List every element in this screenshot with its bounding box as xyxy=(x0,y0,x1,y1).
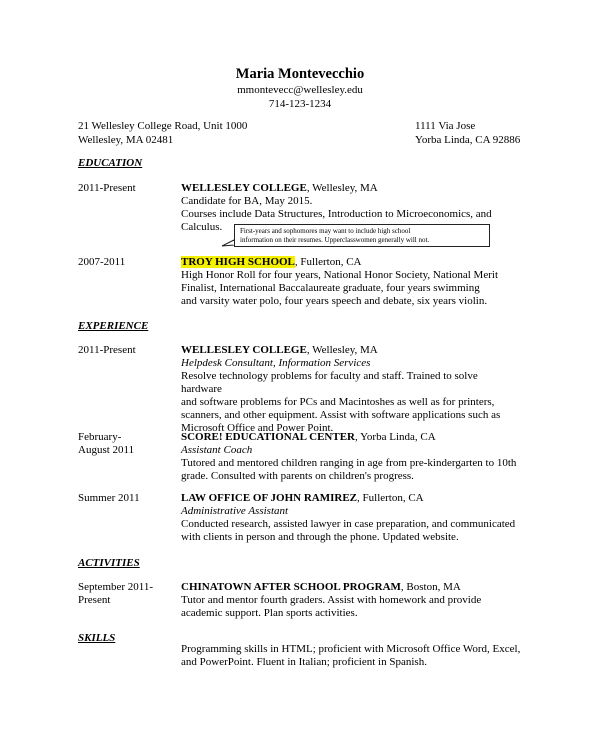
institution-location: , Fullerton, CA xyxy=(294,256,362,268)
entry-line: Candidate for BA, May 2015. xyxy=(181,195,313,207)
campus-address xyxy=(78,119,247,147)
employer-location: , Wellesley, MA xyxy=(306,344,378,356)
entry-line: Tutored and mentored children ranging in age from pre-kindergarten to 10th xyxy=(181,457,517,469)
entry-line: Tutor and mentor fourth graders. Assist with homework and provide xyxy=(181,594,482,606)
education-date: 2007-2011 xyxy=(78,256,126,268)
entry-line: Calculus. xyxy=(181,221,223,233)
skills-entry xyxy=(181,643,521,669)
entry-line: and varsity water polo, four years speech and debate, six years violin. xyxy=(181,295,488,307)
institution-name-highlighted: TROY HIGH SCHOOL xyxy=(181,256,295,268)
entry-line: academic support. Plan sports activities. xyxy=(181,607,358,619)
campus-address-line1: 21 Wellesley College Road, Unit 1000 xyxy=(78,120,248,132)
employer-name: LAW OFFICE OF JOHN RAMIREZ xyxy=(181,492,358,504)
section-heading-skills: SKILLS xyxy=(78,632,116,644)
date-line: September 2011- xyxy=(78,581,154,593)
callout-line: First-years and sophomores may want to include high school xyxy=(240,227,411,235)
date-line: February- xyxy=(78,431,122,443)
education-date: 2011-Present xyxy=(78,182,136,194)
employer-location: , Yorba Linda, CA xyxy=(355,431,436,443)
job-title: Assistant Coach xyxy=(181,444,253,456)
section-heading-education: EDUCATION xyxy=(78,157,143,169)
applicant-name: Maria Montevecchio xyxy=(235,66,365,82)
education-entry xyxy=(181,256,521,308)
entry-heading xyxy=(181,256,521,269)
home-address xyxy=(415,119,520,147)
callout-note xyxy=(234,224,490,247)
entry-line: Microsoft Office and Power Point. xyxy=(181,422,334,434)
callout-line: information on their resumes. Upperclasswomen generally will not. xyxy=(240,236,430,244)
entry-line: with clients in person and through the phone. Updated website. xyxy=(181,531,459,543)
entry-line: scanners, and other equipment. Assist with software applications such as xyxy=(181,409,501,421)
section-heading-activities: ACTIVITIES xyxy=(78,557,140,569)
experience-entry xyxy=(181,431,521,483)
institution-location: , Wellesley, MA xyxy=(306,182,378,194)
resume-header xyxy=(0,66,600,111)
entry-line: Resolve technology problems for faculty and staff. Trained to solve hardware xyxy=(181,370,478,395)
date-line: August 2011 xyxy=(78,444,135,456)
employer-location: , Fullerton, CA xyxy=(357,492,424,504)
entry-heading xyxy=(181,182,521,195)
entry-line: High Honor Roll for four years, National Honor Society, National Merit xyxy=(181,269,498,281)
activity-date xyxy=(78,581,173,607)
entry-line: and software problems for PCs and Macintoshes as well as for printers, xyxy=(181,396,495,408)
entry-heading xyxy=(181,431,521,444)
campus-address-line2: Wellesley, MA 02481 xyxy=(78,134,174,146)
experience-date xyxy=(78,492,173,505)
organization-name: CHINATOWN AFTER SCHOOL PROGRAM xyxy=(181,581,401,593)
entry-line: grade. Consulted with parents on children's progress. xyxy=(181,470,414,482)
entry-heading xyxy=(181,344,521,357)
entry-line: Conducted research, assisted lawyer in case preparation, and communicated xyxy=(181,518,516,530)
entry-heading xyxy=(181,492,521,505)
entry-line: and PowerPoint. Fluent in Italian; proficient in Spanish. xyxy=(181,656,427,668)
date-line: Present xyxy=(78,594,111,606)
activity-entry xyxy=(181,581,521,620)
employer-name: WELLESLEY COLLEGE xyxy=(181,344,307,356)
applicant-phone: 714-123-1234 xyxy=(268,98,332,110)
employer-name: SCORE! EDUCATIONAL CENTER xyxy=(181,431,355,443)
experience-entry xyxy=(181,492,521,544)
institution-name: WELLESLEY COLLEGE xyxy=(181,182,307,194)
date-line: Summer 2011 xyxy=(78,492,140,504)
home-address-line2: Yorba Linda, CA 92886 xyxy=(415,134,521,146)
organization-location: , Boston, MA xyxy=(400,581,461,593)
experience-entry xyxy=(181,344,521,435)
job-title: Administrative Assistant xyxy=(181,505,289,517)
experience-date xyxy=(78,431,173,457)
applicant-email: mmontevecc@wellesley.edu xyxy=(237,84,363,96)
home-address-line1: 1111 Via Jose xyxy=(415,120,476,132)
section-heading-experience: EXPERIENCE xyxy=(78,320,149,332)
date-line: 2011-Present xyxy=(78,344,136,356)
entry-line: Programming skills in HTML; proficient with Microsoft Office Word, Excel, xyxy=(181,643,521,655)
entry-line: Finalist, International Baccalaureate graduate, four years swimming xyxy=(181,282,480,294)
entry-heading xyxy=(181,581,521,594)
job-title: Helpdesk Consultant, Information Services xyxy=(181,357,371,369)
experience-date xyxy=(78,344,173,357)
entry-line: Courses include Data Structures, Introduction to Microeconomics, and xyxy=(181,208,492,220)
